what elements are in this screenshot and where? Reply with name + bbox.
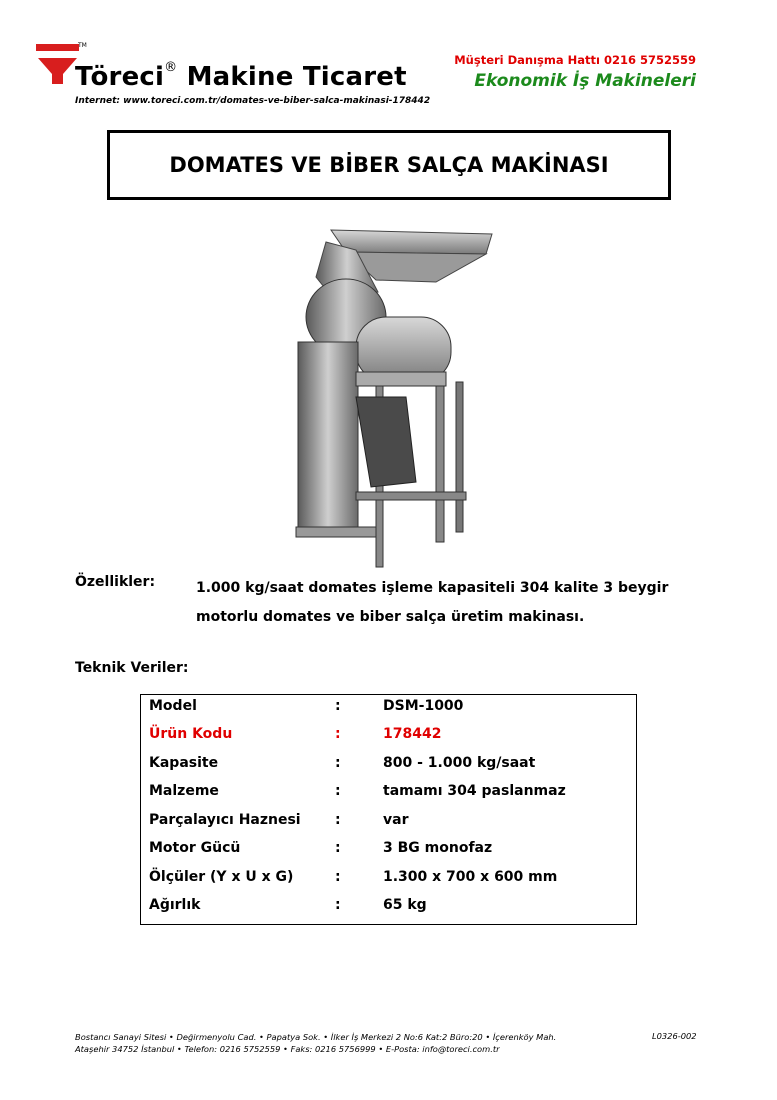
technical-data-label: Teknik Veriler: <box>75 660 189 676</box>
website-url[interactable]: Internet: www.toreci.com.tr/domates-ve-biber-salca-makinasi-178442 <box>75 96 431 106</box>
spec-value: 65 kg <box>383 897 427 913</box>
page-title: DOMATES VE BİBER SALÇA MAKİNASI <box>169 153 609 177</box>
spec-colon: : <box>335 783 341 799</box>
footer-line-1: Bostancı Sanayi Sitesi • Değirmenyolu Cad. • Papatya Sok. • İlker İş Merkezi 2 No:6 Kat:2 Büro:20 • İçerenköy Mah. <box>75 1032 557 1042</box>
spec-table <box>140 694 637 925</box>
spec-colon: : <box>335 726 341 742</box>
trademark-mark: TM <box>78 42 87 49</box>
spec-key: Malzeme <box>149 783 219 799</box>
spec-value: DSM-1000 <box>383 698 464 714</box>
document-code: L0326-002 <box>652 1031 697 1041</box>
company-name: Töreci® Makine Ticaret <box>75 60 407 92</box>
spec-key: Kapasite <box>149 755 219 771</box>
spec-value: 3 BG monofaz <box>383 840 493 856</box>
spec-key: Motor Gücü <box>149 840 241 856</box>
spec-colon: : <box>335 698 341 714</box>
footer-address <box>75 1031 556 1055</box>
features-label: Özellikler: <box>75 574 156 590</box>
spec-key: Parçalayıcı Haznesi <box>149 812 301 828</box>
spec-colon: : <box>335 840 341 856</box>
spec-value: 1.300 x 700 x 600 mm <box>383 869 558 885</box>
spec-value: var <box>383 812 409 828</box>
spec-key: Model <box>149 698 197 714</box>
machine-photo <box>286 222 496 570</box>
spec-key: Ürün Kodu <box>149 726 233 742</box>
spec-value: tamamı 304 paslanmaz <box>383 783 566 799</box>
spec-colon: : <box>335 812 341 828</box>
spec-value: 800 - 1.000 kg/saat <box>383 755 536 771</box>
customer-hotline: Müşteri Danışma Hattı 0216 5752559 <box>454 53 696 67</box>
slogan: Ekonomik İş Makineleri <box>474 71 696 91</box>
spec-colon: : <box>335 869 341 885</box>
spec-value: 178442 <box>383 726 442 742</box>
spec-colon: : <box>335 897 341 913</box>
spec-key: Ağırlık <box>149 897 201 913</box>
title-box <box>107 130 671 200</box>
features-text: 1.000 kg/saat domates işleme kapasiteli 304 kalite 3 beygir motorlu domates ve biber salça üretim makinası. <box>196 580 669 625</box>
footer-line-2: Ataşehir 34752 İstanbul • Telefon: 0216 5752559 • Faks: 0216 5756999 • E-Posta: info@toreci.com.tr <box>75 1044 500 1054</box>
spec-key: Ölçüler (Y x U x G) <box>149 869 294 885</box>
spec-colon: : <box>335 755 341 771</box>
